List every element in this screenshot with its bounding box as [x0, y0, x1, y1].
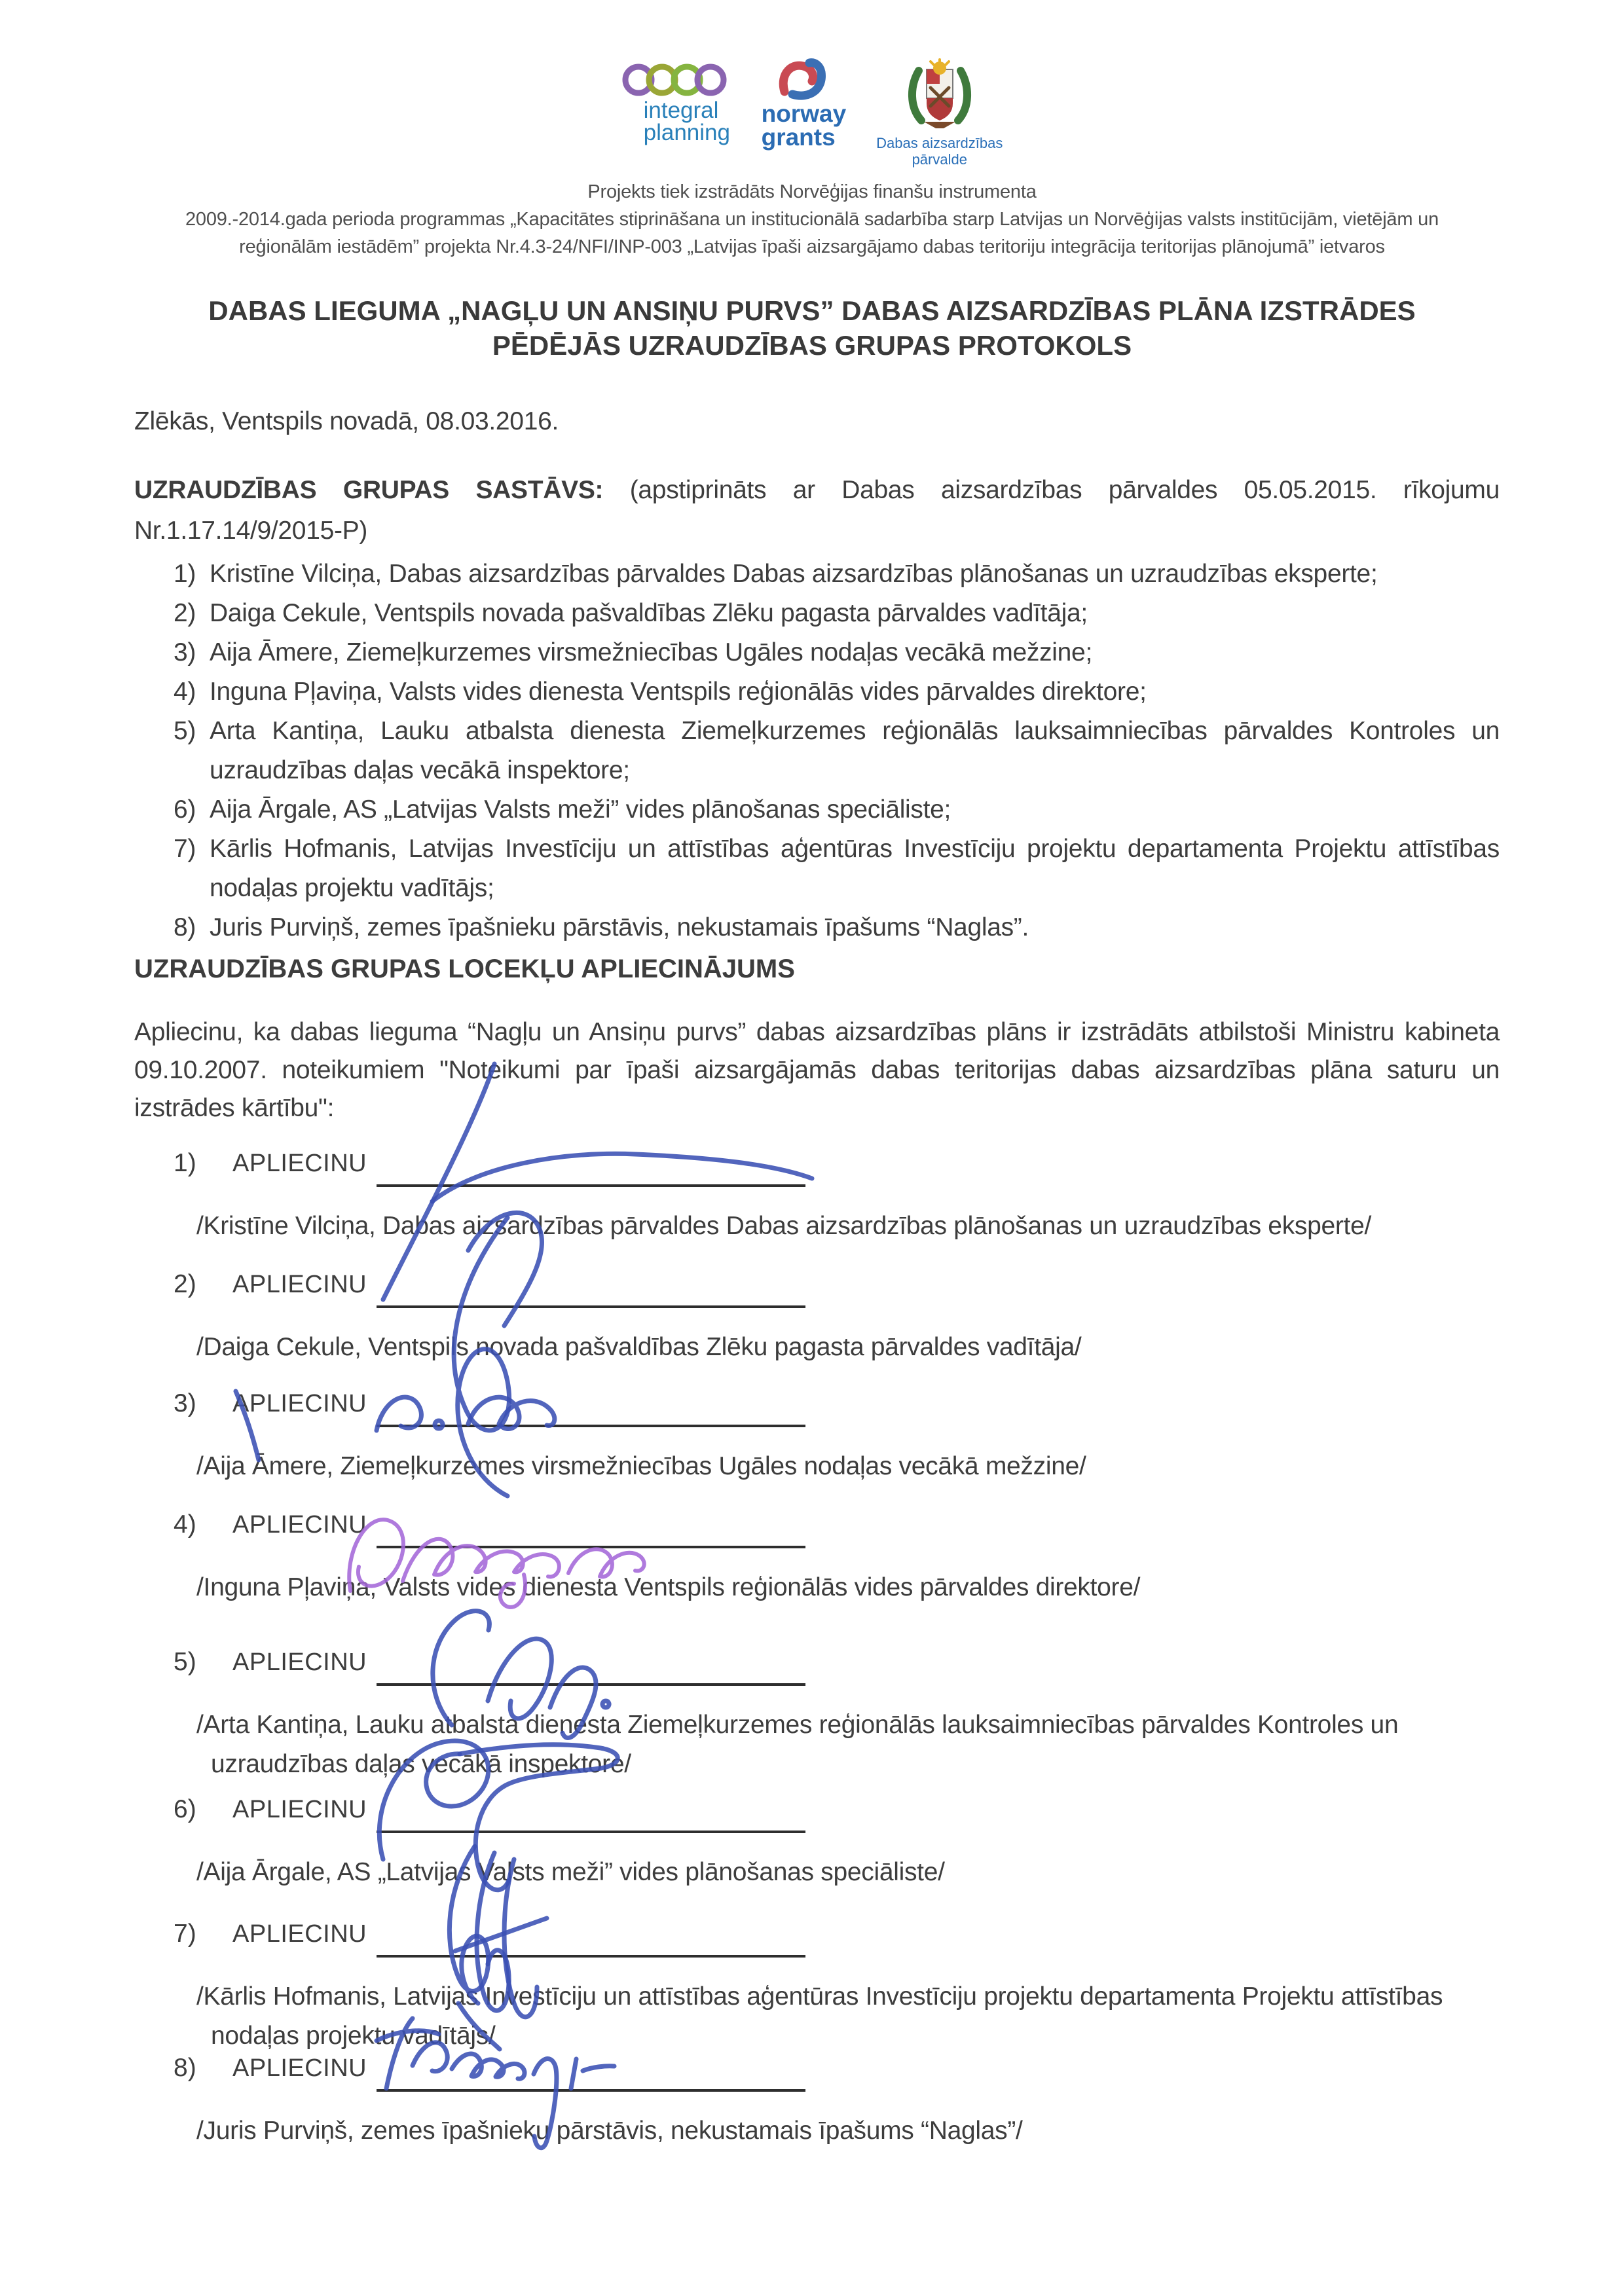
member-number: 2) [174, 599, 196, 627]
member-text: Inguna Pļaviņa, Valsts vides dienesta Ventspils reģionālās vides pārvaldes direktore; [210, 678, 1147, 706]
project-note [0, 178, 1624, 261]
composition-heading-bold: UZRAUDZĪBAS GRUPAS SASTĀVS: [134, 476, 604, 504]
member-number: 1) [174, 560, 196, 588]
attestation-row [174, 1389, 1503, 1427]
integral-planning-label: integral planning [643, 98, 730, 145]
signature-line [377, 2088, 805, 2092]
attestation-row [174, 1920, 1503, 1958]
apliecinu-label: APLIECINU [232, 1649, 367, 1676]
signatory-caption: /Kārlis Hofmanis, Latvijas Investīciju un attīstības aģentūras Investīciju projektu departamenta Projektu attīstības nodaļas projektu vadītājs/ [196, 1982, 1443, 2050]
member-number: 3) [174, 638, 196, 666]
norway-grants-icon [775, 58, 832, 101]
member-number: 7) [174, 835, 196, 863]
member-text: Arta Kantiņa, Lauku atbalsta dienesta Ziemeļkurzemes reģionālās lauksaimniecības pārvaldes Kontroles un uzraudzības daļas vecākā inspektore; [210, 717, 1500, 784]
signature-line [377, 1683, 805, 1686]
attestation-row [174, 1149, 1503, 1187]
member-number: 8) [174, 913, 196, 941]
dap-label: Dabas aizsardzības pārvalde [876, 135, 1003, 168]
signatory-number: 1) [174, 1149, 196, 1177]
member-text: Kristīne Vilciņa, Dabas aizsardzības pārvaldes Dabas aizsardzības plānošanas un uzraudzības eksperte; [210, 560, 1378, 588]
signatory-block-3 [174, 1389, 1503, 1486]
member-number: 5) [174, 717, 196, 745]
signature-line [377, 1830, 805, 1833]
signatory-caption: /Daiga Cekule, Ventspils novada pašvaldības Zlēku pagasta pārvaldes vadītāja/ [196, 1333, 1082, 1361]
member-number: 4) [174, 678, 196, 706]
attestation-row [174, 1795, 1503, 1833]
member-number: 6) [174, 795, 196, 824]
signatory-caption: /Aija Āmere, Ziemeļkurzemes virsmežniecības Ugāles nodaļas vecākā mežzine/ [196, 1452, 1086, 1480]
signatory-block-5 [174, 1648, 1503, 1784]
member-item [174, 790, 1500, 829]
integral-planning-logo [621, 58, 731, 144]
attestation-heading: UZRAUDZĪBAS GRUPAS LOCEKĻU APLIECINĀJUMS [134, 955, 795, 983]
signatory-block-6 [174, 1795, 1503, 1892]
signatory-number: 6) [174, 1795, 196, 1823]
signatory-caption: /Arta Kantiņa, Lauku atbalsta dienesta Ziemeļkurzemes reģionālās lauksaimniecības pārvaldes Kontroles un uzraudzības daļas vecākā inspektore/ [196, 1711, 1399, 1778]
member-item [174, 829, 1500, 908]
member-text: Aija Āmere, Ziemeļkurzemes virsmežniecības Ugāles nodaļas vecākā mežzine; [210, 638, 1092, 666]
composition-heading [134, 470, 1500, 551]
dap-coat-of-arms-icon [904, 58, 975, 132]
project-note-line2: 2009.-2014.gada perioda programmas „Kapacitātes stiprināšana un institucionālā sadarbība starp Latvijas un Norvēģijas valsts institūcijām, vietējām un [185, 209, 1439, 230]
attestation-intro: Apliecinu, ka dabas lieguma “Nagļu un Ansiņu purvs” dabas aizsardzības plāns ir izstrādāts atbilstoši Ministru kabineta 09.10.2007. noteikumiem "Noteikumi par īpaši aizsargājamās dabas teritorijas dabas aizsardzības plāna saturu un izstrādes kārtību": [134, 1018, 1500, 1122]
composition-heading-rest: (apstiprināts ar Dabas aizsardzības pārvaldes 05.05.2015. rīkojumu Nr.1.17.14/9/2015-P) [134, 476, 1500, 545]
signatory-block-7 [174, 1920, 1503, 2056]
signatory-number: 7) [174, 1920, 196, 1948]
member-text: Juris Purviņš, zemes īpašnieku pārstāvis, nekustamais īpašums “Naglas”. [210, 913, 1029, 941]
member-text: Aija Ārgale, AS „Latvijas Valsts meži” vides plānošanas speciāliste; [210, 795, 951, 824]
signatory-number: 8) [174, 2054, 196, 2082]
apliecinu-label: APLIECINU [232, 1796, 367, 1823]
signatory-caption: /Inguna Pļaviņa, Valsts vides dienesta Ventspils reģionālās vides pārvaldes direktore/ [196, 1573, 1141, 1601]
apliecinu-label: APLIECINU [232, 1390, 367, 1417]
member-item [174, 672, 1500, 712]
dateline: Zlēkās, Ventspils novadā, 08.03.2016. [134, 407, 559, 435]
attestation-row [174, 2054, 1503, 2092]
document-title [0, 293, 1624, 363]
signature-line [377, 1305, 805, 1308]
member-item [174, 908, 1500, 947]
signatory-caption: /Aija Ārgale, AS „Latvijas Valsts meži” vides plānošanas speciāliste/ [196, 1858, 945, 1886]
member-item [174, 712, 1500, 790]
document-title-line1: DABAS LIEGUMA „NAGĻU UN ANSIŅU PURVS” DABAS AIZSARDZĪBAS PLĀNA IZSTRĀDES [208, 295, 1416, 326]
member-text: Daiga Cekule, Ventspils novada pašvaldības Zlēku pagasta pārvaldes vadītāja; [210, 599, 1088, 627]
apliecinu-label: APLIECINU [232, 1271, 367, 1298]
signatory-block-2 [174, 1270, 1503, 1367]
member-text: Kārlis Hofmanis, Latvijas Investīciju un attīstības aģentūras Investīciju projektu departamenta Projektu attīstības nodaļas projektu vadītājs; [210, 835, 1500, 902]
signature-line [377, 1954, 805, 1958]
attestation-row [174, 1510, 1503, 1548]
signatory-caption: /Kristīne Vilciņa, Dabas aizsardzības pārvaldes Dabas aizsardzības plānošanas un uzraudzības eksperte/ [196, 1212, 1372, 1240]
signatory-block-1 [174, 1149, 1503, 1246]
signatory-block-4 [174, 1510, 1503, 1607]
document-title-line2: PĒDĒJĀS UZRAUDZĪBAS GRUPAS PROTOKOLS [492, 330, 1132, 361]
apliecinu-label: APLIECINU [232, 1511, 367, 1539]
signatory-number: 3) [174, 1389, 196, 1417]
project-note-line1: Projekts tiek izstrādāts Norvēģijas finanšu instrumenta [587, 181, 1037, 202]
signature-line [377, 1184, 805, 1187]
member-item [174, 594, 1500, 633]
member-item [174, 555, 1500, 594]
signature-line [377, 1545, 805, 1548]
project-note-line3: reģionālām iestādēm” projekta Nr.4.3-24/NFI/INP-003 „Latvijas īpaši aizsargājamo dabas teritoriju integrācija teritorijas plānojumā” ietvaros [239, 236, 1385, 257]
signatory-number: 4) [174, 1510, 196, 1539]
norway-grants-logo [762, 58, 847, 149]
norway-grants-label: norway grants [761, 100, 847, 151]
attestation-row [174, 1648, 1503, 1686]
apliecinu-label: APLIECINU [232, 1150, 367, 1177]
signatory-number: 5) [174, 1648, 196, 1676]
signature-line [377, 1424, 805, 1427]
signatory-number: 2) [174, 1270, 196, 1298]
attestation-row [174, 1270, 1503, 1308]
apliecinu-label: APLIECINU [232, 1920, 367, 1948]
signatory-caption: /Juris Purviņš, zemes īpašnieku pārstāvis, nekustamais īpašums “Naglas”/ [196, 2117, 1023, 2145]
member-item [174, 633, 1500, 672]
members-list [174, 555, 1500, 947]
apliecinu-label: APLIECINU [232, 2054, 367, 2082]
header-logos [0, 58, 1624, 168]
dap-logo [876, 58, 1003, 168]
signatory-block-8 [174, 2054, 1503, 2151]
